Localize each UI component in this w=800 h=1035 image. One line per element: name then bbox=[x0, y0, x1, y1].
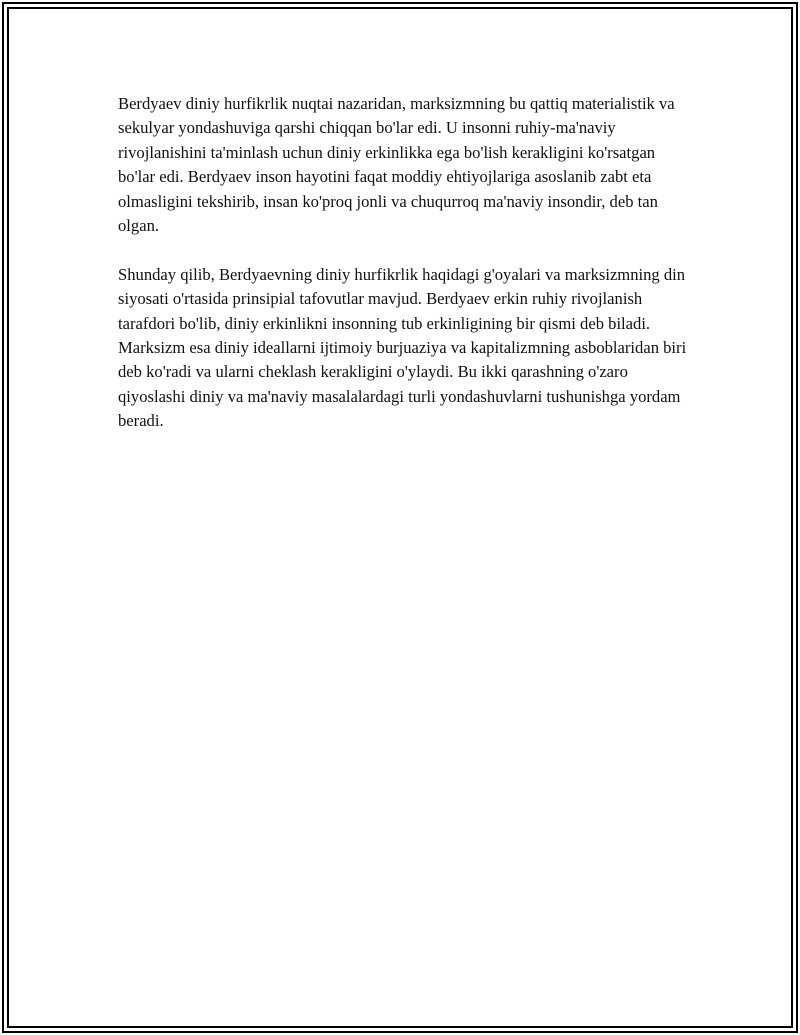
paragraph-2: Shunday qilib, Berdyaevning diniy hurfikrlik haqidagi g'oyalari va marksizmning din siyosati o'rtasida prinsipial tafovutlar mavjud. Berdyaev erkin ruhiy rivojlanish tarafdori bo'lib, diniy erkinlikni insonning tub erkinligining bir qismi deb biladi. Marksizm esa diniy ideallarni ijtimoiy burjuaziya va kapitalizmning asboblaridan biri deb ko'radi va ularni cheklash kerakligini o'ylaydi. Bu ikki qarashning o'zaro qiyoslashi diniy va ma'naviy masalalardagi turli yondashuvlarni tushunishga yordam beradi. bbox=[118, 264, 687, 431]
document-body bbox=[118, 92, 688, 458]
paragraph-1: Berdyaev diniy hurfikrlik nuqtai nazaridan, marksizmning bu qattiq materialistik va sekulyar yondashuviga qarshi chiqqan bo'lar edi. U insonni ruhiy-ma'naviy rivojlanishini ta'minlash uchun diniy erkinlikka ega bo'lish kerakligini ko'rsatgan bo'lar edi. Berdyaev inson hayotini faqat moddiy ehtiyojlariga asoslanib zabt eta olmasligini tekshirib, insan ko'proq jonli va chuqurroq ma'naviy insondir, deb tan olgan. bbox=[118, 94, 675, 236]
